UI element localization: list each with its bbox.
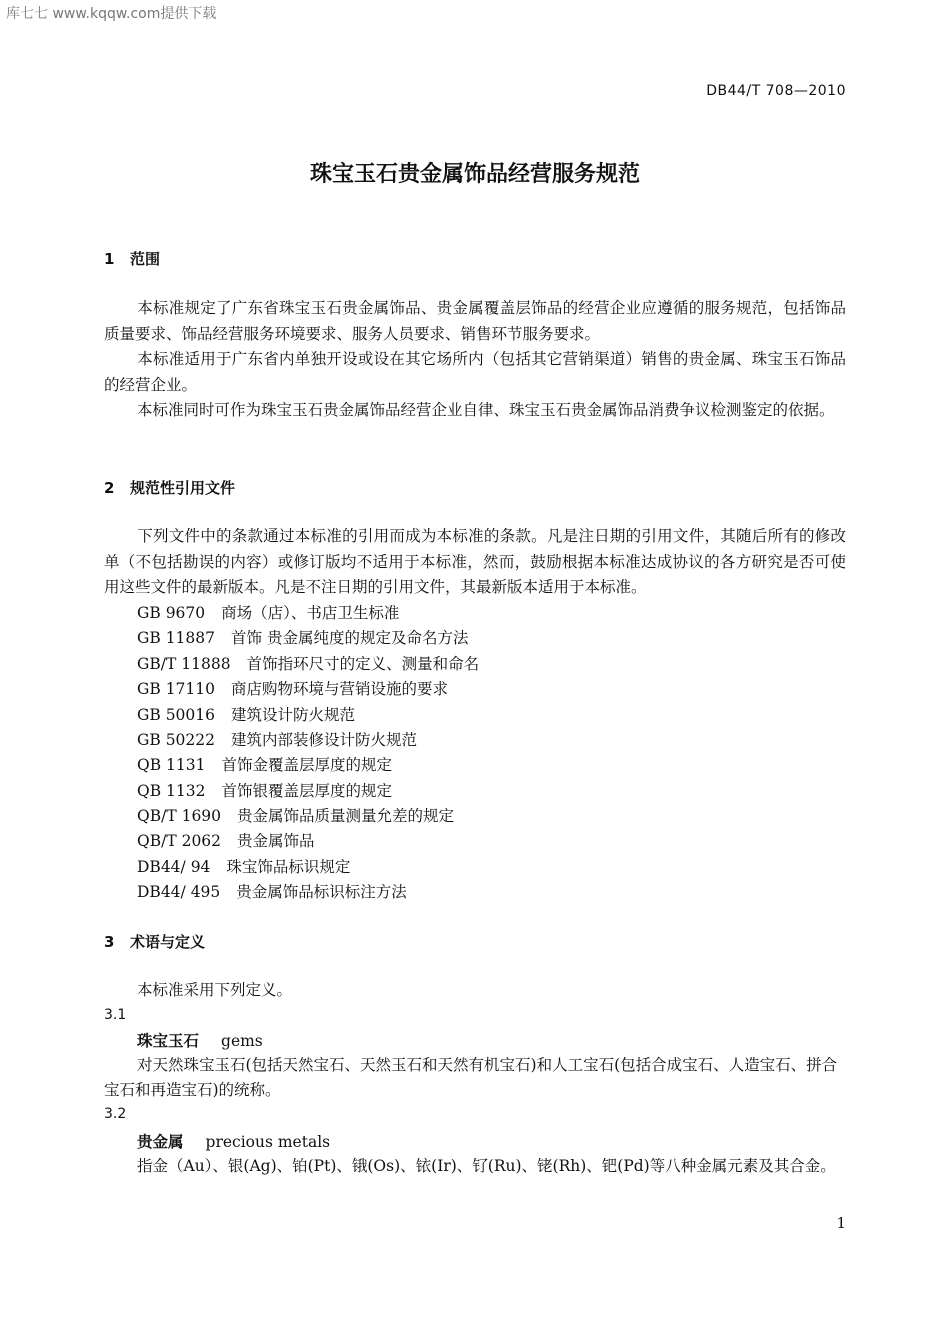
reference-item: DB44/ 495 贵金属饰品标识标注方法 (137, 883, 407, 901)
section-heading-terms (104, 931, 205, 952)
reference-item: GB 9670 商场（店）、书店卫生标准 (137, 604, 400, 622)
reference-item: QB 1131 首饰金覆盖层厚度的规定 (137, 756, 392, 774)
section-number: 3 (104, 933, 115, 951)
reference-item: GB 50016 建筑设计防火规范 (137, 706, 356, 724)
section-heading-references (104, 477, 235, 498)
section-number: 2 (104, 479, 115, 497)
section-number: 1 (104, 250, 115, 268)
term-chinese: 珠宝玉石 (137, 1032, 200, 1050)
term-heading (137, 1029, 263, 1051)
watermark-text: 库七七 www.kqqw.com提供下载 (6, 6, 217, 22)
page-number: 1 (836, 1214, 846, 1232)
reference-item: DB44/ 94 珠宝饰品标识规定 (137, 858, 351, 876)
reference-item: GB/T 11888 首饰指环尺寸的定义、测量和命名 (137, 655, 480, 673)
term-english: gems (221, 1032, 263, 1050)
section-title: 范围 (130, 250, 161, 268)
reference-item: GB 11887 首饰 贵金属纯度的规定及命名方法 (137, 629, 469, 647)
reference-item: QB 1132 首饰银覆盖层厚度的规定 (137, 782, 392, 800)
clause-number: 3.1 (104, 1007, 127, 1023)
term-definition: 对天然珠宝玉石(包括天然宝石、天然玉石和天然有机宝石)和人工宝石(包括合成宝石、人造宝石、拼合宝石和再造宝石)的统称。 (104, 1056, 838, 1099)
scope-paragraph: 本标准规定了广东省珠宝玉石贵金属饰品、贵金属覆盖层饰品的经营企业应遵循的服务规范，包括饰品质量要求、饰品经营服务环境要求、服务人员要求、销售环节服务要求。 (104, 299, 846, 343)
terms-intro: 本标准采用下列定义。 (137, 981, 293, 999)
clause-number: 3.2 (104, 1106, 127, 1122)
references-intro: 下列文件中的条款通过本标准的引用而成为本标准的条款。凡是注日期的引用文件，其随后所有的修改单（不包括勘误的内容）或修订版均不适用于本标准，然而，鼓励根据本标准达成协议的各方研究是否可使用这些文件的最新版本。凡是不注日期的引用文件，其最新版本适用于本标准。 (104, 527, 846, 596)
section-title: 规范性引用文件 (130, 479, 236, 497)
reference-item: GB 50222 建筑内部装修设计防火规范 (137, 731, 418, 749)
scope-paragraph: 本标准适用于广东省内单独开设或设在其它场所内（包括其它营销渠道）销售的贵金属、珠宝玉石饰品的经营企业。 (104, 350, 846, 394)
reference-item: GB 17110 商店购物环境与营销设施的要求 (137, 680, 449, 698)
document-number: DB44/T 708—2010 (706, 83, 846, 99)
page-title: 珠宝玉石贵金属饰品经营服务规范 (309, 162, 640, 187)
section-heading-scope (104, 248, 160, 269)
term-heading (137, 1130, 330, 1152)
section-title: 术语与定义 (130, 933, 206, 951)
term-chinese: 贵金属 (137, 1133, 184, 1151)
scope-paragraph: 本标准同时可作为珠宝玉石贵金属饰品经营企业自律、珠宝玉石贵金属饰品消费争议检测鉴定的依据。 (137, 401, 835, 419)
reference-item: QB/T 2062 贵金属饰品 (137, 832, 315, 850)
reference-item: QB/T 1690 贵金属饰品质量测量允差的规定 (137, 807, 455, 825)
term-english: precious metals (205, 1133, 331, 1151)
term-definition: 指金（Au）、银(Ag)、铂(Pt)、锇(Os)、铱(Ir)、钌(Ru)、铑(Rh)、钯(Pd)等八种金属元素及其合金。 (137, 1157, 836, 1175)
